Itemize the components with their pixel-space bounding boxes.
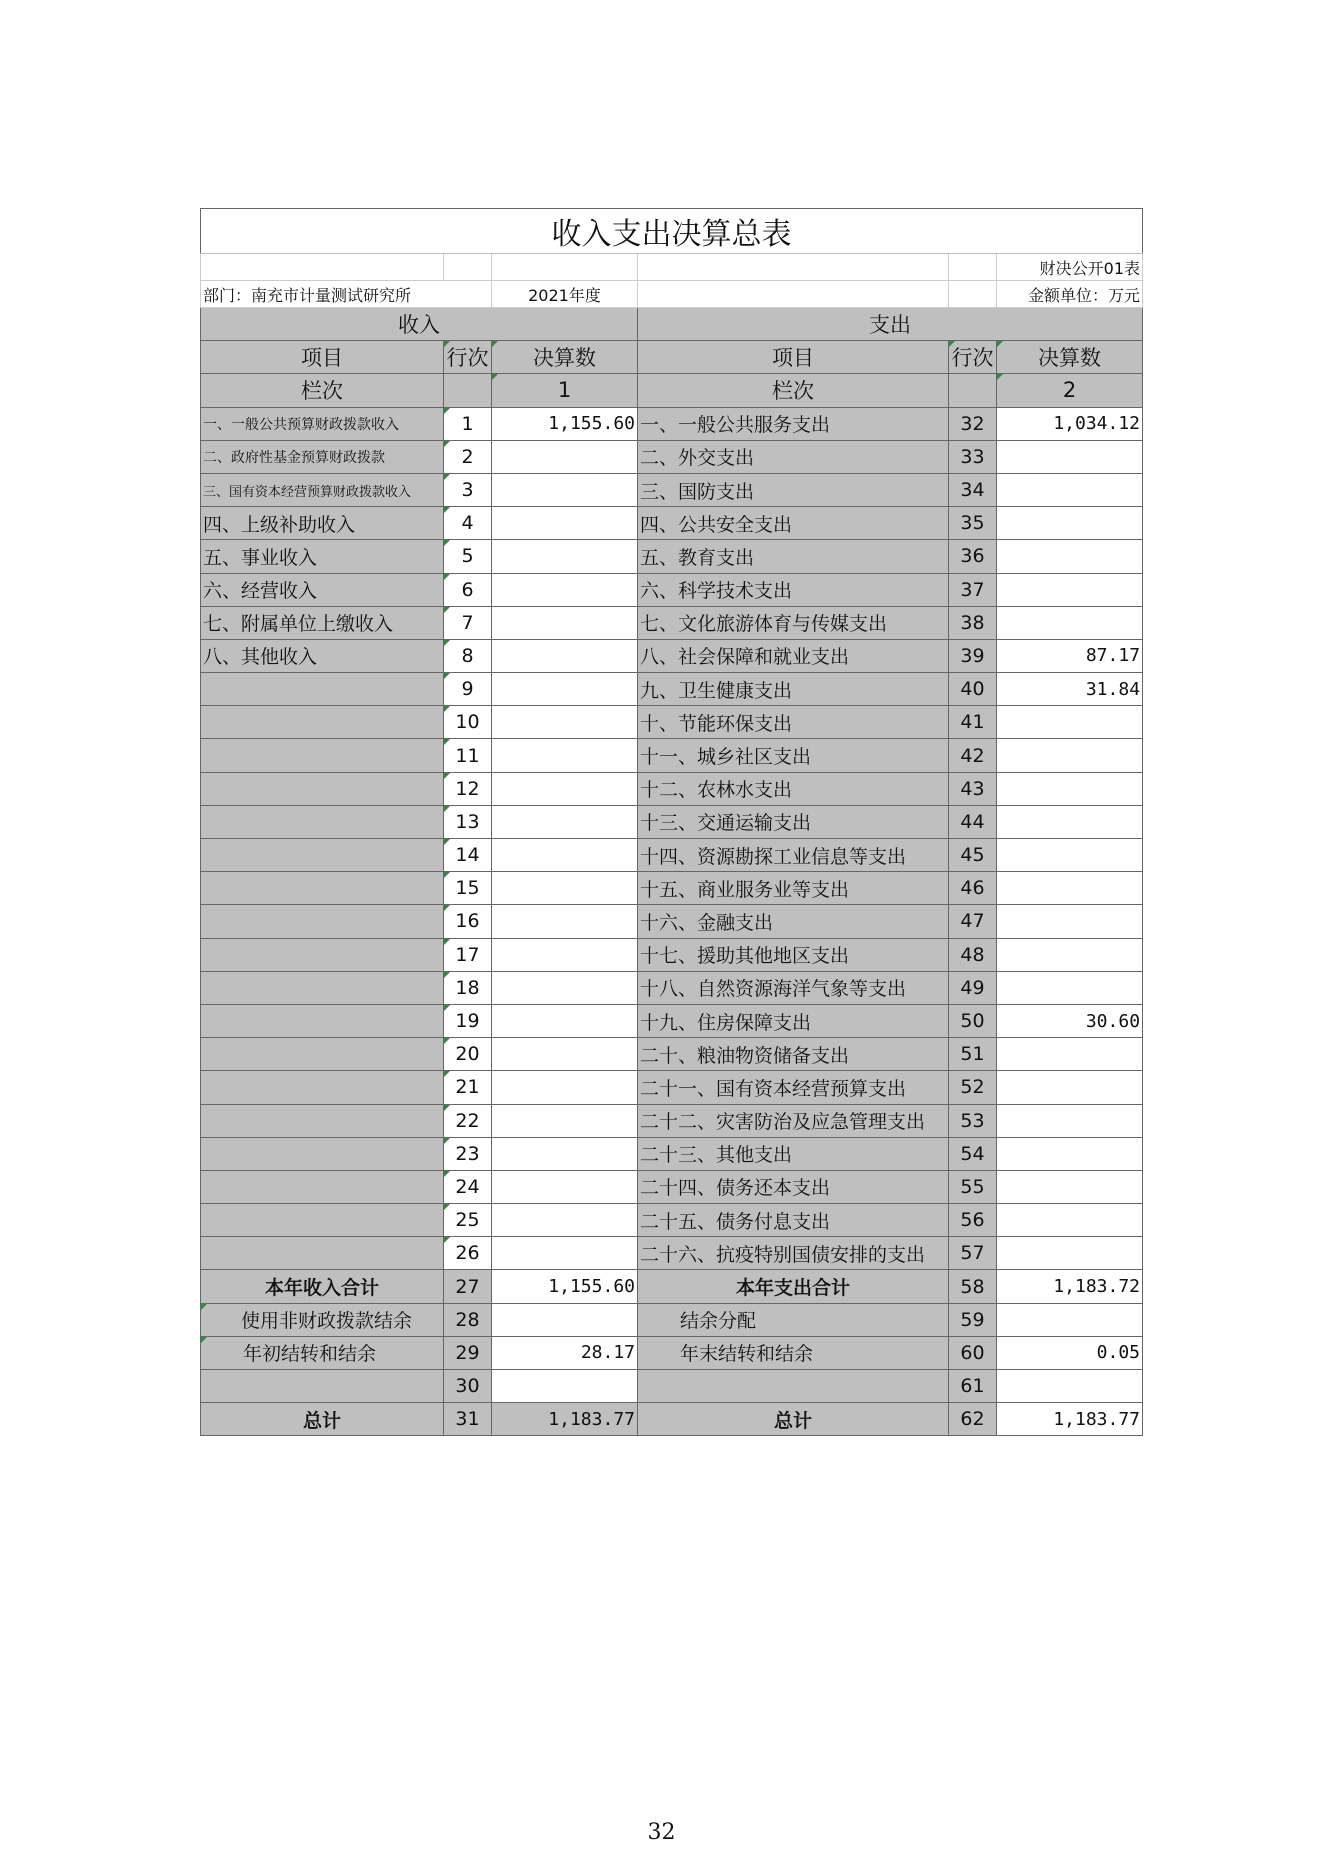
expense-item: 七、文化旅游体育与传媒支出 — [638, 606, 949, 639]
income-col-line: 行次 — [444, 341, 492, 374]
expense-item: 四、公共安全支出 — [638, 507, 949, 540]
income-item — [201, 839, 444, 872]
expense-item: 五、教育支出 — [638, 540, 949, 573]
income-line: 10 — [444, 706, 492, 739]
income-amount — [492, 573, 638, 606]
lanci-row — [201, 374, 1143, 407]
expense-amount — [997, 473, 1143, 506]
expense-item: 二十二、灾害防治及应急管理支出 — [638, 1104, 949, 1137]
expense-amount — [997, 1204, 1143, 1237]
expense-line: 37 — [949, 573, 997, 606]
expense-amount: 1,034.12 — [997, 407, 1143, 440]
expense-item: 十四、资源勘探工业信息等支出 — [638, 839, 949, 872]
income-line: 15 — [444, 872, 492, 905]
expense-summary-amount: 1,183.72 — [997, 1270, 1143, 1303]
income-line: 9 — [444, 673, 492, 706]
expense-line: 44 — [949, 805, 997, 838]
expense-item: 十七、援助其他地区支出 — [638, 938, 949, 971]
expense-line: 53 — [949, 1104, 997, 1137]
expense-item: 二十三、其他支出 — [638, 1137, 949, 1170]
expense-amount — [997, 606, 1143, 639]
income-line: 25 — [444, 1204, 492, 1237]
income-item — [201, 805, 444, 838]
income-amount — [492, 739, 638, 772]
income-amount — [492, 473, 638, 506]
income-amount — [492, 1137, 638, 1170]
income-amount — [492, 772, 638, 805]
income-line: 19 — [444, 1004, 492, 1037]
income-amount — [492, 706, 638, 739]
income-summary-line: 31 — [444, 1403, 492, 1436]
income-amount — [492, 540, 638, 573]
table-row — [201, 839, 1143, 872]
income-line: 4 — [444, 507, 492, 540]
income-line: 12 — [444, 772, 492, 805]
income-line: 8 — [444, 639, 492, 672]
income-item — [201, 938, 444, 971]
expense-col-no: 2 — [997, 374, 1143, 407]
income-line: 13 — [444, 805, 492, 838]
income-item: 二、政府性基金预算财政拨款 — [201, 440, 444, 473]
income-lanci: 栏次 — [201, 374, 444, 407]
income-summary-item: 本年收入合计 — [201, 1270, 444, 1303]
expense-summary-line: 61 — [949, 1370, 997, 1403]
expense-amount — [997, 971, 1143, 1004]
expense-line: 54 — [949, 1137, 997, 1170]
income-summary-item: 使用非财政拨款结余 — [201, 1303, 444, 1336]
table-row — [201, 1137, 1143, 1170]
expense-amount — [997, 938, 1143, 971]
year-label: 2021年度 — [492, 281, 638, 308]
expense-line: 34 — [949, 473, 997, 506]
income-amount — [492, 805, 638, 838]
table-row — [201, 606, 1143, 639]
income-item — [201, 905, 444, 938]
expense-line: 42 — [949, 739, 997, 772]
expense-line: 41 — [949, 706, 997, 739]
expense-line: 36 — [949, 540, 997, 573]
table-row — [201, 772, 1143, 805]
expense-amount — [997, 739, 1143, 772]
income-summary-amount: 1,183.77 — [492, 1403, 638, 1436]
income-amount — [492, 938, 638, 971]
income-item: 五、事业收入 — [201, 540, 444, 573]
income-item — [201, 1071, 444, 1104]
income-summary-amount — [492, 1303, 638, 1336]
income-item — [201, 1004, 444, 1037]
income-amount — [492, 905, 638, 938]
expense-amount — [997, 905, 1143, 938]
income-amount — [492, 872, 638, 905]
income-item — [201, 1137, 444, 1170]
expense-amount — [997, 1071, 1143, 1104]
expense-summary-amount — [997, 1370, 1143, 1403]
table-row — [201, 473, 1143, 506]
income-summary-amount: 28.17 — [492, 1336, 638, 1369]
expense-amount — [997, 872, 1143, 905]
income-item: 六、经营收入 — [201, 573, 444, 606]
expense-amount — [997, 706, 1143, 739]
expense-lanci: 栏次 — [638, 374, 949, 407]
income-amount: 1,155.60 — [492, 407, 638, 440]
expense-summary-amount: 1,183.77 — [997, 1403, 1143, 1436]
expense-amount — [997, 573, 1143, 606]
table-row — [201, 639, 1143, 672]
expense-summary-item: 结余分配 — [638, 1303, 949, 1336]
income-amount — [492, 971, 638, 1004]
income-summary-item — [201, 1370, 444, 1403]
expense-line: 57 — [949, 1237, 997, 1270]
income-item — [201, 673, 444, 706]
table-row — [201, 1170, 1143, 1203]
expense-amount — [997, 507, 1143, 540]
summary-row — [201, 1270, 1143, 1303]
income-line: 7 — [444, 606, 492, 639]
budget-sheet — [200, 208, 1142, 1436]
expense-summary-item: 年末结转和结余 — [638, 1336, 949, 1369]
expense-amount — [997, 805, 1143, 838]
income-amount — [492, 1204, 638, 1237]
income-item — [201, 1204, 444, 1237]
table-row — [201, 1237, 1143, 1270]
expense-line: 39 — [949, 639, 997, 672]
expense-summary-item: 总计 — [638, 1403, 949, 1436]
table-row — [201, 1071, 1143, 1104]
income-summary-amount: 1,155.60 — [492, 1270, 638, 1303]
income-item — [201, 772, 444, 805]
section-header-row — [201, 308, 1143, 341]
income-item — [201, 1170, 444, 1203]
expense-item: 二十五、债务付息支出 — [638, 1204, 949, 1237]
meta-row-1 — [201, 254, 1143, 281]
table-row — [201, 407, 1143, 440]
income-amount — [492, 1038, 638, 1071]
income-item: 七、附属单位上缴收入 — [201, 606, 444, 639]
expense-amount — [997, 839, 1143, 872]
income-item: 四、上级补助收入 — [201, 507, 444, 540]
expense-amount — [997, 1104, 1143, 1137]
expense-item: 九、卫生健康支出 — [638, 673, 949, 706]
detail-rows — [201, 407, 1143, 1270]
expense-item: 六、科学技术支出 — [638, 573, 949, 606]
income-line: 18 — [444, 971, 492, 1004]
expense-amount — [997, 1038, 1143, 1071]
income-amount — [492, 1104, 638, 1137]
expense-item: 二十一、国有资本经营预算支出 — [638, 1071, 949, 1104]
expense-amount: 87.17 — [997, 639, 1143, 672]
income-item — [201, 1104, 444, 1137]
income-amount — [492, 839, 638, 872]
table-row — [201, 938, 1143, 971]
income-line: 26 — [444, 1237, 492, 1270]
income-amount — [492, 673, 638, 706]
column-header-row — [201, 341, 1143, 374]
summary-row — [201, 1403, 1143, 1436]
income-col-no: 1 — [492, 374, 638, 407]
table-title: 收入支出决算总表 — [201, 209, 1143, 254]
income-line: 6 — [444, 573, 492, 606]
table-row — [201, 971, 1143, 1004]
title-row — [201, 209, 1143, 254]
income-item — [201, 971, 444, 1004]
income-amount — [492, 440, 638, 473]
expense-item: 十、节能环保支出 — [638, 706, 949, 739]
expense-line: 52 — [949, 1071, 997, 1104]
summary-row — [201, 1370, 1143, 1403]
income-amount — [492, 1237, 638, 1270]
expense-line: 49 — [949, 971, 997, 1004]
income-amount — [492, 507, 638, 540]
table-row — [201, 507, 1143, 540]
expense-line: 47 — [949, 905, 997, 938]
expense-item: 二、外交支出 — [638, 440, 949, 473]
income-amount — [492, 606, 638, 639]
expense-amount — [997, 1237, 1143, 1270]
expense-line: 46 — [949, 872, 997, 905]
income-line: 5 — [444, 540, 492, 573]
expense-summary-line: 58 — [949, 1270, 997, 1303]
summary-row — [201, 1336, 1143, 1369]
income-item — [201, 739, 444, 772]
income-item — [201, 706, 444, 739]
table-row — [201, 805, 1143, 838]
expense-col-item: 项目 — [638, 341, 949, 374]
expense-col-amount: 决算数 — [997, 341, 1143, 374]
income-line: 20 — [444, 1038, 492, 1071]
expense-line: 50 — [949, 1004, 997, 1037]
table-row — [201, 905, 1143, 938]
income-line: 11 — [444, 739, 492, 772]
income-summary-line: 27 — [444, 1270, 492, 1303]
income-amount — [492, 1004, 638, 1037]
department-label: 部门：南充市计量测试研究所 — [201, 281, 492, 308]
expense-line: 45 — [949, 839, 997, 872]
expense-amount: 30.60 — [997, 1004, 1143, 1037]
expense-summary-amount: 0.05 — [997, 1336, 1143, 1369]
expense-item: 二十六、抗疫特别国债安排的支出 — [638, 1237, 949, 1270]
expense-amount — [997, 1170, 1143, 1203]
form-code: 财决公开01表 — [997, 254, 1143, 281]
expense-item: 三、国防支出 — [638, 473, 949, 506]
expense-amount — [997, 1137, 1143, 1170]
expense-line: 32 — [949, 407, 997, 440]
expense-summary-item — [638, 1370, 949, 1403]
income-item — [201, 1038, 444, 1071]
table-row — [201, 1104, 1143, 1137]
expense-line: 35 — [949, 507, 997, 540]
income-item: 八、其他收入 — [201, 639, 444, 672]
expense-col-line: 行次 — [949, 341, 997, 374]
income-summary-item: 年初结转和结余 — [201, 1336, 444, 1369]
expense-summary-item: 本年支出合计 — [638, 1270, 949, 1303]
income-col-amount: 决算数 — [492, 341, 638, 374]
expense-item: 一、一般公共服务支出 — [638, 407, 949, 440]
expense-summary-amount — [997, 1303, 1143, 1336]
expense-line: 33 — [949, 440, 997, 473]
expense-item: 十三、交通运输支出 — [638, 805, 949, 838]
income-amount — [492, 1170, 638, 1203]
income-line: 21 — [444, 1071, 492, 1104]
expense-line: 55 — [949, 1170, 997, 1203]
expense-item: 八、社会保障和就业支出 — [638, 639, 949, 672]
income-summary-line: 30 — [444, 1370, 492, 1403]
expense-line: 38 — [949, 606, 997, 639]
income-summary-item: 总计 — [201, 1403, 444, 1436]
income-col-item: 项目 — [201, 341, 444, 374]
expense-item: 十二、农林水支出 — [638, 772, 949, 805]
expense-header: 支出 — [638, 308, 1143, 341]
expense-line: 56 — [949, 1204, 997, 1237]
income-line: 14 — [444, 839, 492, 872]
expense-summary-line: 60 — [949, 1336, 997, 1369]
income-summary-amount — [492, 1370, 638, 1403]
table-row — [201, 1004, 1143, 1037]
expense-item: 十一、城乡社区支出 — [638, 739, 949, 772]
income-header: 收入 — [201, 308, 638, 341]
expense-amount: 31.84 — [997, 673, 1143, 706]
table-row — [201, 739, 1143, 772]
expense-line: 43 — [949, 772, 997, 805]
income-line: 3 — [444, 473, 492, 506]
expense-item: 十五、商业服务业等支出 — [638, 872, 949, 905]
table-row — [201, 1204, 1143, 1237]
summary-rows — [201, 1270, 1143, 1436]
expense-amount — [997, 772, 1143, 805]
income-item — [201, 872, 444, 905]
table-row — [201, 872, 1143, 905]
table-row — [201, 440, 1143, 473]
table-row — [201, 540, 1143, 573]
expense-amount — [997, 540, 1143, 573]
table-row — [201, 673, 1143, 706]
expense-line: 40 — [949, 673, 997, 706]
expense-item: 十六、金融支出 — [638, 905, 949, 938]
table-row — [201, 706, 1143, 739]
summary-row — [201, 1303, 1143, 1336]
meta-row-2 — [201, 281, 1143, 308]
expense-item: 二十四、债务还本支出 — [638, 1170, 949, 1203]
expense-summary-line: 59 — [949, 1303, 997, 1336]
income-item — [201, 1237, 444, 1270]
income-item: 三、国有资本经营预算财政拨款收入 — [201, 473, 444, 506]
income-expense-table — [200, 208, 1143, 1436]
income-line: 22 — [444, 1104, 492, 1137]
expense-line: 48 — [949, 938, 997, 971]
expense-item: 十九、住房保障支出 — [638, 1004, 949, 1037]
table-row — [201, 573, 1143, 606]
income-line: 17 — [444, 938, 492, 971]
expense-amount — [997, 440, 1143, 473]
income-item: 一、一般公共预算财政拨款收入 — [201, 407, 444, 440]
income-amount — [492, 639, 638, 672]
income-line: 16 — [444, 905, 492, 938]
income-line: 2 — [444, 440, 492, 473]
income-summary-line: 28 — [444, 1303, 492, 1336]
income-summary-line: 29 — [444, 1336, 492, 1369]
income-line: 24 — [444, 1170, 492, 1203]
income-line: 1 — [444, 407, 492, 440]
expense-line: 51 — [949, 1038, 997, 1071]
expense-item: 二十、粮油物资储备支出 — [638, 1038, 949, 1071]
unit-label: 金额单位：万元 — [997, 281, 1143, 308]
income-line: 23 — [444, 1137, 492, 1170]
income-amount — [492, 1071, 638, 1104]
page-number: 32 — [647, 1820, 676, 1845]
table-row — [201, 1038, 1143, 1071]
expense-summary-line: 62 — [949, 1403, 997, 1436]
expense-item: 十八、自然资源海洋气象等支出 — [638, 971, 949, 1004]
